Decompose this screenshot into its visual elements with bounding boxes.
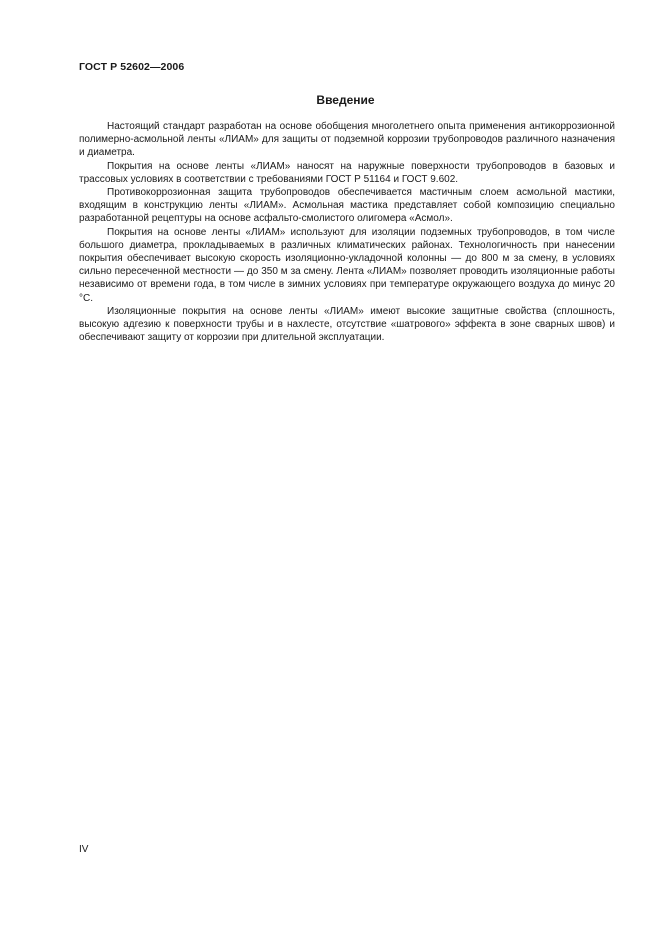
section-body [79, 120, 615, 344]
page-number: IV [79, 844, 89, 855]
paragraph: Изоляционные покрытия на основе ленты «ЛИАМ» имеют высокие защитные свойства (сплошность, высокую адгезию к поверхности трубы и в нахлесте, отсутствие «шатрового» эффекта в зоне сварных швов) и обеспечивают защиту от коррозии при длительной эксплуатации. [79, 305, 615, 344]
document-header-id: ГОСТ Р 52602—2006 [79, 61, 185, 73]
paragraph: Настоящий стандарт разработан на основе обобщения многолетнего опыта применения антикоррозионной полимерно-асмольной ленты «ЛИАМ» для защиты от подземной коррозии трубопроводов различного назначения и диаметра. [79, 121, 615, 159]
paragraph: Покрытия на основе ленты «ЛИАМ» наносят на наружные поверхности трубопроводов в базовых и трассовых условиях в соответствии с требованиями ГОСТ Р 51164 и ГОСТ 9.602. [79, 160, 615, 185]
section-title: Введение [316, 93, 375, 107]
paragraph: Покрытия на основе ленты «ЛИАМ» используют для изоляции подземных трубопроводов, в том числе большого диаметра, прокладываемых в различных климатических районах. Технологичность при нанесении покрытия обеспечивает высокую скорость изоляционно-укладочной колонны — до 800 м за смену, в условиях сильно пересеченной местности — до 350 м за смену. Лента «ЛИАМ» позволяет проводить изоляционные работы независимо от времени года, в том числе в зимних условиях при температуре окружающего воздуха до минус 20 °С. [79, 226, 615, 304]
paragraph: Противокоррозионная защита трубопроводов обеспечивается мастичным слоем асмольной мастики, входящим в конструкцию ленты «ЛИАМ». Асмольная мастика представляет собой композицию специально разработанной рецептуры на основе асфальто-смолистого олигомера «Асмол». [79, 187, 615, 225]
